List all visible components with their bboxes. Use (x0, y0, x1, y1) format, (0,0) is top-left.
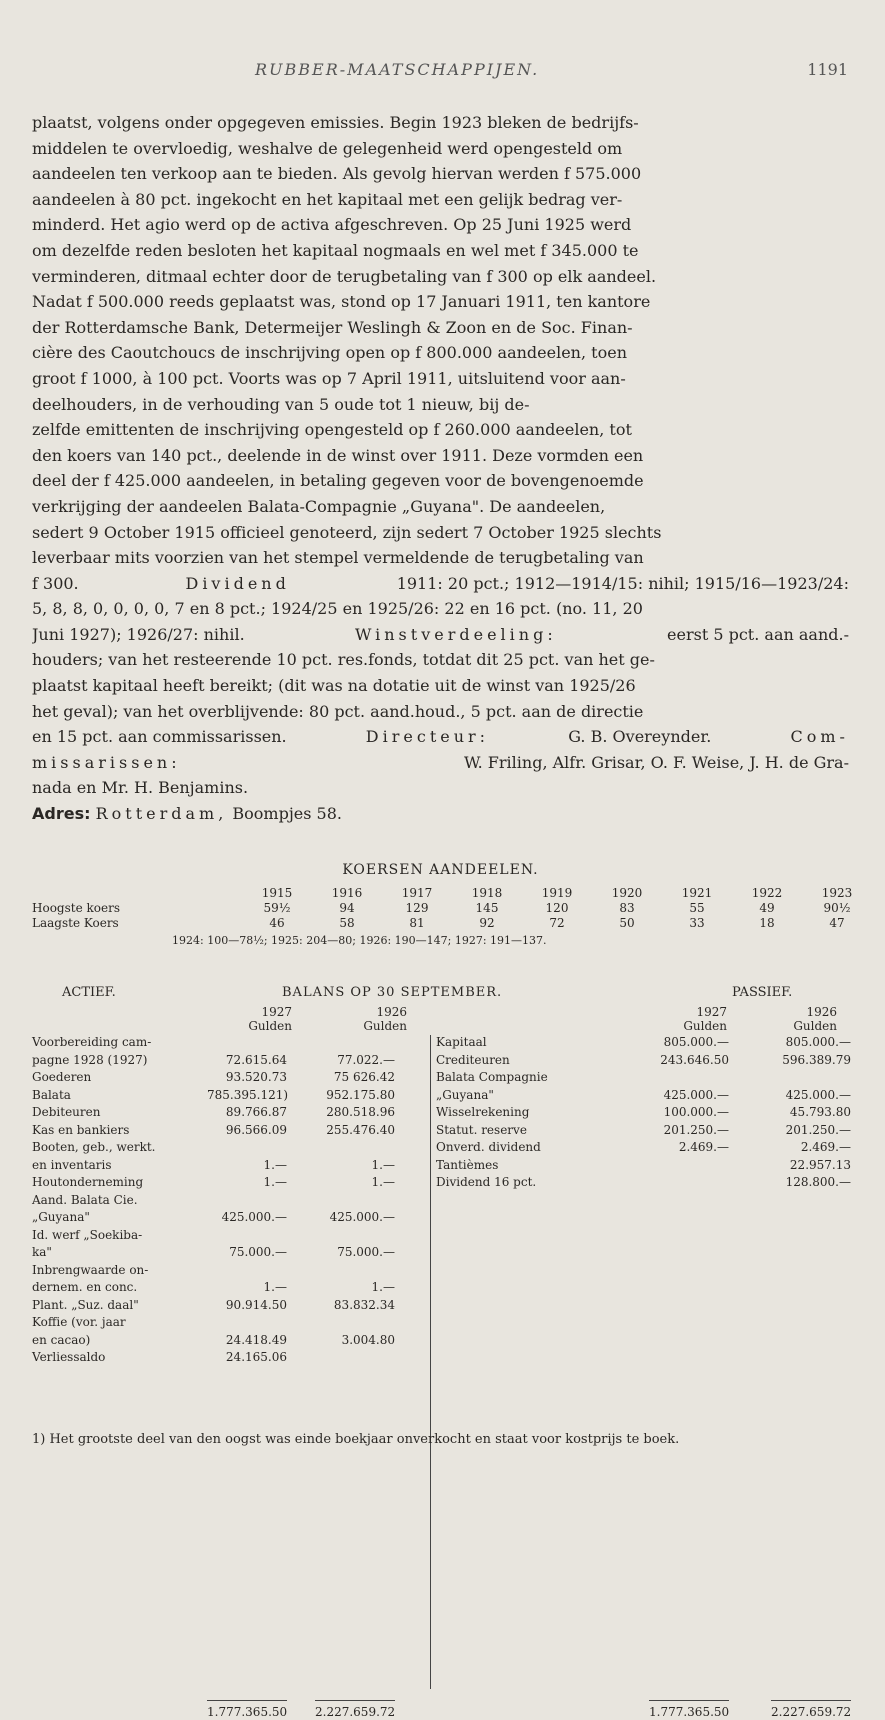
value-1927: 425.000.— (663, 1087, 729, 1102)
value-1927: 2.469.— (678, 1140, 729, 1154)
winstverdeeling-label: Winstverdeeling: (354, 624, 557, 644)
passief-row (436, 1175, 851, 1190)
balans-title: BALANS OP 30 SEPTEMBER. (282, 985, 503, 1000)
row-label: Verliessaldo (32, 1350, 106, 1364)
actief-row (32, 1333, 432, 1348)
row-label: Plant. „Suz. daal" (32, 1297, 139, 1312)
text-line: minderd. Het agio werd op de activa afgeschreven. Op 25 Juni 1925 werd (32, 215, 632, 235)
row-label: Houtonderneming (32, 1175, 144, 1189)
value-1926: 75 626.42 (333, 1070, 395, 1084)
row-label: dernem. en conc. (32, 1280, 138, 1294)
year-cell: 1917 (401, 886, 433, 900)
koers-cell: 83 (619, 901, 635, 915)
actief-row (32, 1298, 432, 1313)
koers-cell: 47 (829, 916, 845, 930)
row-label: Tantièmes (436, 1157, 499, 1172)
row-label: Goederen (32, 1070, 92, 1084)
year-cell: 1919 (541, 886, 573, 900)
koers-cell: 46 (269, 916, 285, 930)
row-label: Kapitaal (436, 1035, 487, 1049)
value-1927: 425.000.— (221, 1210, 287, 1224)
text-line: plaatst kapitaal heeft bereikt; (dit was na dotatie uit de winst van 1925/26 (32, 676, 636, 696)
value-1926: 1.— (371, 1157, 395, 1172)
actief-row (32, 1210, 432, 1225)
footnote: 1) Het grootste deel van den oogst was einde boekjaar onverkocht en staat voor kostprijs te boek. (32, 1432, 680, 1447)
value-1926: 201.250.— (785, 1122, 851, 1137)
value-1927: 785.395.121) (207, 1087, 289, 1102)
actief-row (32, 1263, 432, 1278)
main-text (32, 110, 849, 827)
page-number: 1191 (807, 60, 848, 79)
value-1927: 243.646.50 (660, 1052, 729, 1067)
value-1926: 1.— (371, 1280, 395, 1294)
row-label: pagne 1928 (1927) (32, 1052, 148, 1067)
value-1927: 96.566.09 (225, 1122, 287, 1137)
year-cell: 1918 (471, 886, 503, 900)
row-label: Wisselrekening (436, 1105, 530, 1119)
row-label: Booten, geb., werkt. (32, 1140, 156, 1154)
text-line: het geval); van het overblijvende: 80 pct. aand.houd., 5 pct. aan de directie (32, 701, 644, 721)
year-cell: 1916 (331, 886, 363, 900)
actief-row (32, 1123, 432, 1138)
value-1927: 1.— (263, 1175, 287, 1189)
row-label: „Guyana" (436, 1087, 494, 1102)
row-label: Crediteuren (436, 1052, 510, 1067)
koers-cell: 94 (339, 901, 355, 915)
row-label: en inventaris (32, 1157, 112, 1172)
text-line: den koers van 140 pct., deelende in de winst over 1911. Deze vormden een (32, 445, 644, 465)
koers-cell: 145 (475, 901, 499, 915)
value-1926: 280.518.96 (326, 1105, 395, 1119)
text-line: der Rotterdamsche Bank, Determeijer Weslingh & Zoon en de Soc. Finan- (32, 317, 633, 337)
column-head: 1927 Gulden (683, 1005, 727, 1033)
actief-row (32, 1228, 432, 1243)
row-label: Id. werf „Soekiba- (32, 1227, 143, 1242)
koers-cell: 72 (549, 916, 565, 930)
koersen-title: KOERSEN AANDEELEN. (342, 862, 539, 878)
column-head: 1926 Gulden (363, 1005, 407, 1033)
passief-row (436, 1140, 851, 1155)
passief-row (436, 1035, 851, 1050)
value-1927: 90.914.50 (225, 1297, 287, 1312)
text-line: houders; van het resteerende 10 pct. res.fonds, totdat dit 25 pct. van het ge- (32, 650, 655, 670)
value-1926: 3.004.80 (341, 1332, 395, 1347)
total-rule (649, 1700, 729, 1701)
text-line: cière des Caoutchoucs de inschrijving open op f 800.000 aandeelen, toen (32, 343, 627, 363)
passief-row (436, 1122, 851, 1138)
value-1926: 596.389.79 (782, 1052, 851, 1067)
koers-cell: 120 (545, 901, 569, 915)
value-1926: 425.000.— (329, 1210, 395, 1224)
row-label: Laagste Koers (32, 916, 119, 930)
koers-cell: 59½ (263, 901, 291, 915)
koersen-row-hoogste (32, 901, 849, 916)
column-head: 1927 Gulden (248, 1005, 292, 1033)
text-line: deelhouders, in de verhouding van 5 oude tot 1 nieuw, bij de- (32, 394, 530, 414)
text-line: sedert 9 October 1915 officieel genoteerd, zijn sedert 7 October 1925 slechts (32, 522, 662, 542)
value-1926: 22.957.13 (789, 1157, 851, 1172)
text-line: deel der f 425.000 aandeelen, in betaling gegeven voor de bovengenoemde (32, 471, 644, 491)
row-label: Voorbereiding cam- (32, 1035, 152, 1049)
value-1927: 805.000.— (663, 1035, 729, 1049)
running-title: RUBBER-MAATSCHAPPIJEN. (255, 60, 540, 79)
text-line: verkrijging der aandeelen Balata-Compagnie „Guyana". De aandeelen, (32, 496, 606, 516)
value-1926: 128.800.— (785, 1175, 851, 1189)
directeur-label: Directeur: (365, 727, 490, 747)
value-1927: 1.— (263, 1157, 287, 1172)
actief-row (32, 1158, 432, 1173)
koers-cell: 92 (479, 916, 495, 930)
row-label: Balata (32, 1087, 71, 1102)
year-cell: 1923 (821, 886, 853, 900)
koersen-years-row (32, 886, 853, 901)
actief-row (32, 1245, 432, 1260)
row-label: en cacao) (32, 1332, 91, 1347)
total-actief-1926: 2.227.659.72 (315, 1705, 396, 1719)
text-line: zelfde emittenten de inschrijving opengesteld op f 260.000 aandeelen, tot (32, 420, 632, 440)
actief-row (32, 1088, 432, 1103)
actief-row (32, 1193, 432, 1208)
year-cell: 1915 (261, 886, 293, 900)
koersen-footer: 1924: 100—78½; 1925: 204—80; 1926: 190—147; 1927: 191—137. (172, 934, 547, 947)
value-1927: 1.— (263, 1280, 287, 1294)
value-1926: 75.000.— (337, 1245, 395, 1259)
row-label: Koffie (vor. jaar (32, 1315, 126, 1329)
passief-row (436, 1105, 851, 1120)
total-passief-1926: 2.227.659.72 (771, 1705, 852, 1719)
balans-column-heads (32, 1005, 849, 1035)
adres-line: Adres: Rotterdam, Boompjes 58. (32, 801, 849, 827)
row-label: Debiteuren (32, 1105, 101, 1119)
value-1927: 75.000.— (229, 1245, 287, 1259)
actief-row (32, 1053, 432, 1068)
dividend-label: Dividend (185, 573, 290, 593)
total-rule (771, 1700, 851, 1701)
text-line: plaatst, volgens onder opgegeven emissies. Begin 1923 bleken de bedrijfs- (32, 113, 639, 132)
row-label: Dividend 16 pct. (436, 1175, 537, 1189)
text-line: nada en Mr. H. Benjamins. (32, 778, 249, 798)
column-head: 1926 Gulden (793, 1005, 837, 1033)
value-1927: 24.418.49 (225, 1332, 287, 1347)
value-1927: 24.165.06 (225, 1350, 287, 1364)
text-line: aandeelen ten verkoop aan te bieden. Als gevolg hiervan werden f 575.000 (32, 164, 642, 184)
value-1927: 100.000.— (663, 1105, 729, 1119)
row-label: Inbrengwaarde on- (32, 1262, 149, 1277)
winst-line: Juni 1927); 1926/27: nihil. Winstverdeeling: eerst 5 pct. aan aand.- (32, 622, 849, 648)
row-label: Hoogste koers (32, 901, 120, 915)
text-line: Nadat f 500.000 reeds geplaatst was, stond op 17 Januari 1911, ten kantore (32, 292, 651, 312)
total-passief-1927: 1.777.365.50 (649, 1705, 730, 1719)
passief-row (436, 1052, 851, 1068)
text-line: 5, 8, 8, 0, 0, 0, 0, 7 en 8 pct.; 1924/25 en 1925/26: 22 en 16 pct. (no. 11, 20 (32, 599, 643, 619)
text-line: leverbaar mits voorzien van het stempel vermeldende de terugbetaling van (32, 548, 644, 568)
balans-columns (32, 1035, 852, 1720)
koers-cell: 58 (339, 916, 355, 930)
actief-row (32, 1070, 432, 1085)
running-header (0, 60, 885, 84)
koers-cell: 33 (689, 916, 705, 930)
dividend-line: f 300. Dividend 1911: 20 pct.; 1912—1914/15: nihil; 1915/16—1923/24: (32, 571, 849, 597)
value-1926: 45.793.80 (789, 1105, 851, 1119)
adres-label: Adres: (32, 804, 91, 824)
value-1927: 201.250.— (663, 1122, 729, 1137)
value-1926: 83.832.34 (333, 1297, 395, 1312)
row-label: Balata Compagnie (436, 1070, 548, 1084)
directeur-line: en 15 pct. aan commissarissen. Directeur: G. B. Overeynder. Com- (32, 724, 849, 750)
value-1927: 89.766.87 (225, 1105, 287, 1119)
koers-cell: 55 (689, 901, 705, 915)
text-line: groot f 1000, à 100 pct. Voorts was op 7 April 1911, uitsluitend voor aan- (32, 368, 626, 388)
row-label: „Guyana" (32, 1210, 90, 1224)
year-cell: 1920 (611, 886, 643, 900)
balans-header (32, 985, 849, 1005)
value-1927: 93.520.73 (225, 1070, 287, 1084)
total-rule (207, 1700, 287, 1701)
actief-row (32, 1350, 432, 1365)
actief-row (32, 1140, 432, 1155)
koers-cell: 129 (405, 901, 429, 915)
koers-cell: 18 (759, 916, 775, 930)
value-1926: 2.469.— (800, 1140, 851, 1154)
actief-row (32, 1280, 432, 1295)
passief-row (436, 1157, 851, 1173)
actief-row (32, 1175, 432, 1190)
actief-title: ACTIEF. (62, 985, 116, 1000)
koers-cell: 90½ (823, 901, 851, 915)
value-1926: 425.000.— (785, 1087, 851, 1102)
commissarissen-label: missarissen: (32, 752, 181, 772)
row-label: Kas en bankiers (32, 1122, 130, 1137)
value-1926: 255.476.40 (326, 1122, 395, 1137)
row-label: Onverd. dividend (436, 1140, 541, 1154)
balans-table (32, 985, 852, 1720)
passief-row (436, 1087, 851, 1103)
value-1926: 952.175.80 (326, 1087, 395, 1102)
value-1926: 1.— (371, 1175, 395, 1189)
year-cell: 1922 (751, 886, 783, 900)
text-line: middelen te overvloedig, weshalve de gelegenheid werd opengesteld om (32, 138, 623, 158)
koers-cell: 49 (759, 901, 775, 915)
commissarissen-line: missarissen: W. Friling, Alfr. Grisar, O. F. Weise, J. H. de Gra- (32, 750, 849, 776)
value-1926: 805.000.— (785, 1035, 851, 1049)
koersen-table (32, 862, 853, 947)
text-line: om dezelfde reden besloten het kapitaal nogmaals en wel met f 345.000 te (32, 240, 639, 260)
text-line: verminderen, ditmaal echter door de terugbetaling van f 300 op elk aandeel. (32, 266, 657, 286)
actief-row (32, 1035, 432, 1050)
koers-cell: 81 (409, 916, 425, 930)
actief-row (32, 1105, 432, 1120)
actief-row (32, 1315, 432, 1330)
year-cell: 1921 (681, 886, 713, 900)
value-1926: 77.022.— (337, 1052, 395, 1067)
row-label: ka" (32, 1245, 52, 1259)
text-line: aandeelen à 80 pct. ingekocht en het kapitaal met een gelijk bedrag ver- (32, 189, 623, 209)
total-rule (315, 1700, 395, 1701)
koersen-row-laagste (32, 916, 849, 931)
row-label: Aand. Balata Cie. (32, 1192, 138, 1207)
row-label: Statut. reserve (436, 1122, 527, 1137)
passief-row (436, 1070, 836, 1085)
value-1927: 72.615.64 (225, 1052, 287, 1067)
passief-title: PASSIEF. (732, 985, 793, 1000)
total-actief-1927: 1.777.365.50 (207, 1705, 288, 1719)
koers-cell: 50 (619, 916, 635, 930)
